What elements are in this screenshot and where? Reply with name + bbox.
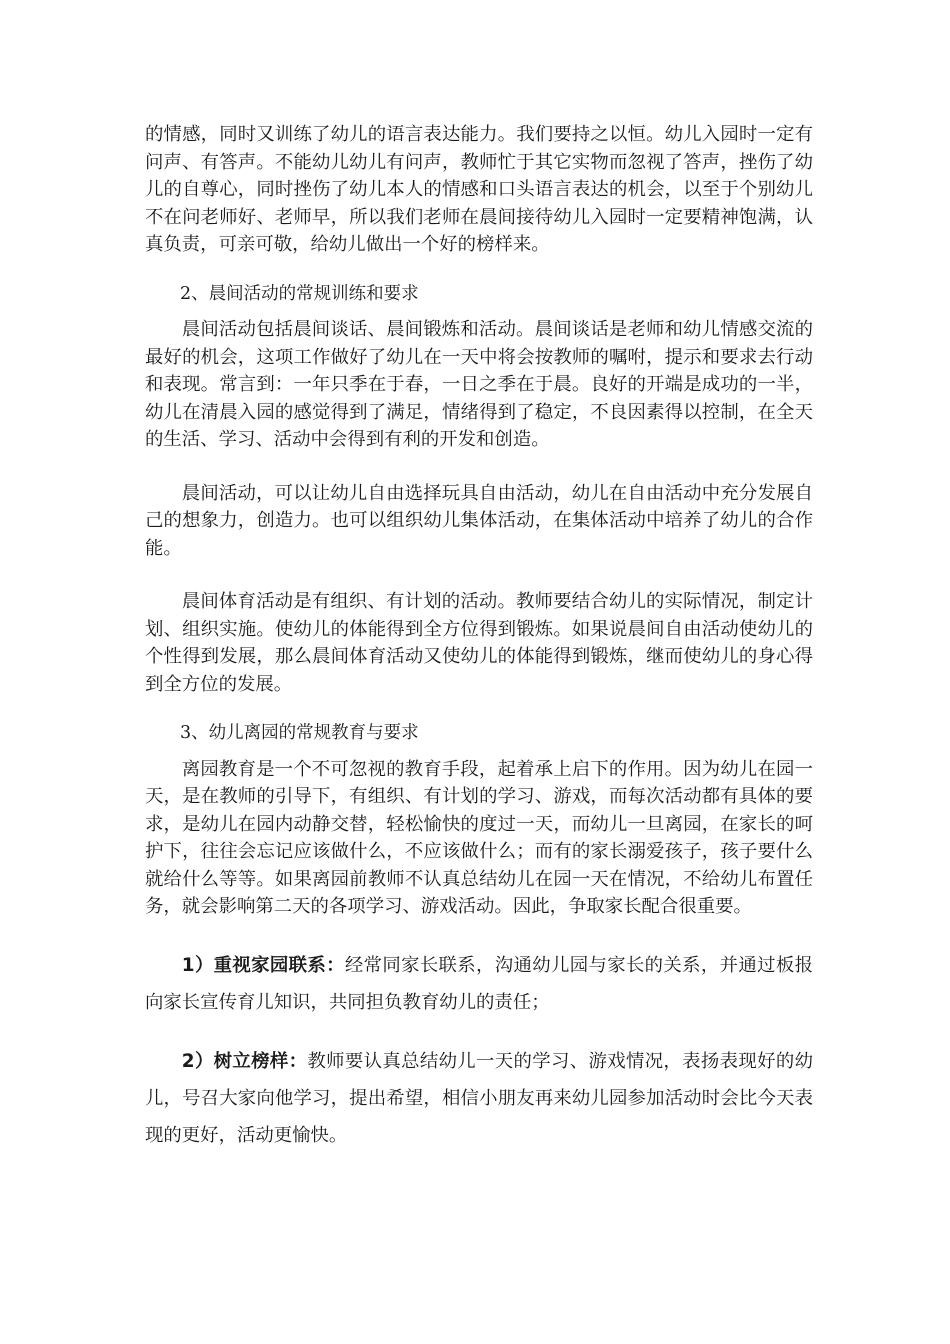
list-item-label: 1）重视家园联系：: [181, 954, 345, 976]
paragraph-leaving-education: 离园教育是一个不可忽视的教育手段，起着承上启下的作用。因为幼儿在园一天，是在教师的引导下，有组织、有计划的学习、游戏，而每次活动都有具体的要求，是幼儿在园内动静交替，轻松愉快的度过一天，而幼儿一旦离园，在家长的呵护下，往往会忘记应该做什么，不应该做什么；而有的家长溺爱孩子，孩子要什么就给什么等等。如果离园前教师不认真总结幼儿在园一天在情况，不给幼儿布置任务，就会影响第二天的各项学习、游戏活动。因此，争取家长配合很重要。: [145, 758, 813, 917]
list-item-home-school-contact: [145, 947, 813, 1021]
list-item-label: 2）树立榜样：: [181, 1050, 308, 1072]
document-body: [145, 121, 813, 1154]
section-heading-morning-activity: 2、晨间活动的常规训练和要求: [180, 283, 419, 304]
paragraph-morning-talk: 晨间活动包括晨间谈话、晨间锻炼和活动。晨间谈话是老师和幼儿情感交流的最好的机会，这项工作做好了幼儿在一天中将会按教师的嘱咐，提示和要求去行动和表现。常言到：一年只季在于春，一日之季在于晨。良好的开端是成功的一半，幼儿在清晨入园的感觉得到了满足，情绪得到了稳定，不良因素得以控制，在全天的生活、学习、活动中会得到有利的开发和创造。: [145, 319, 813, 450]
section-heading-leaving: 3、幼儿离园的常规教育与要求: [180, 723, 419, 743]
paragraph-morning-greeting: 的情感，同时又训练了幼儿的语言表达能力。我们要持之以恒。幼儿入园时一定有问声、有答声。不能幼儿幼儿有问声，教师忙于其它实物而忽视了答声，挫伤了幼儿的自尊心，同时挫伤了幼儿本人的情感和口头语言表达的机会，以至于个别幼儿不在问老师好、老师早，所以我们老师在晨间接待幼儿入园时一定要精神饱满，认真负责，可亲可敬，给幼儿做出一个好的榜样来。: [145, 124, 813, 255]
list-item-text: 教师要认真总结幼儿一天的学习、游戏情况，表扬表现好的幼儿，号召大家向他学习，提出希望，相信小朋友再来幼儿园参加活动时会比今天表现的更好，活动更愉快。: [145, 1050, 813, 1146]
list-item-role-model: [145, 1043, 813, 1154]
paragraph-free-activity: 晨间活动，可以让幼儿自由选择玩具自由活动，幼儿在自由活动中充分发展自己的想象力，创造力。也可以组织幼儿集体活动，在集体活动中培养了幼儿的合作能。: [145, 482, 813, 559]
paragraph-physical-activity: 晨间体育活动是有组织、有计划的活动。教师要结合幼儿的实际情况，制定计划、组织实施。使幼儿的体能得到全方位得到锻炼。如果说晨间自由活动使幼儿的个性得到发展，那么晨间体育活动又使幼儿的体能得到锻炼，继而使幼儿的身心得到全方位的发展。: [145, 591, 813, 695]
list-item-text: 经常同家长联系，沟通幼儿园与家长的关系，并通过板报向家长宣传育儿知识，共同担负教育幼儿的责任；: [145, 954, 813, 1013]
